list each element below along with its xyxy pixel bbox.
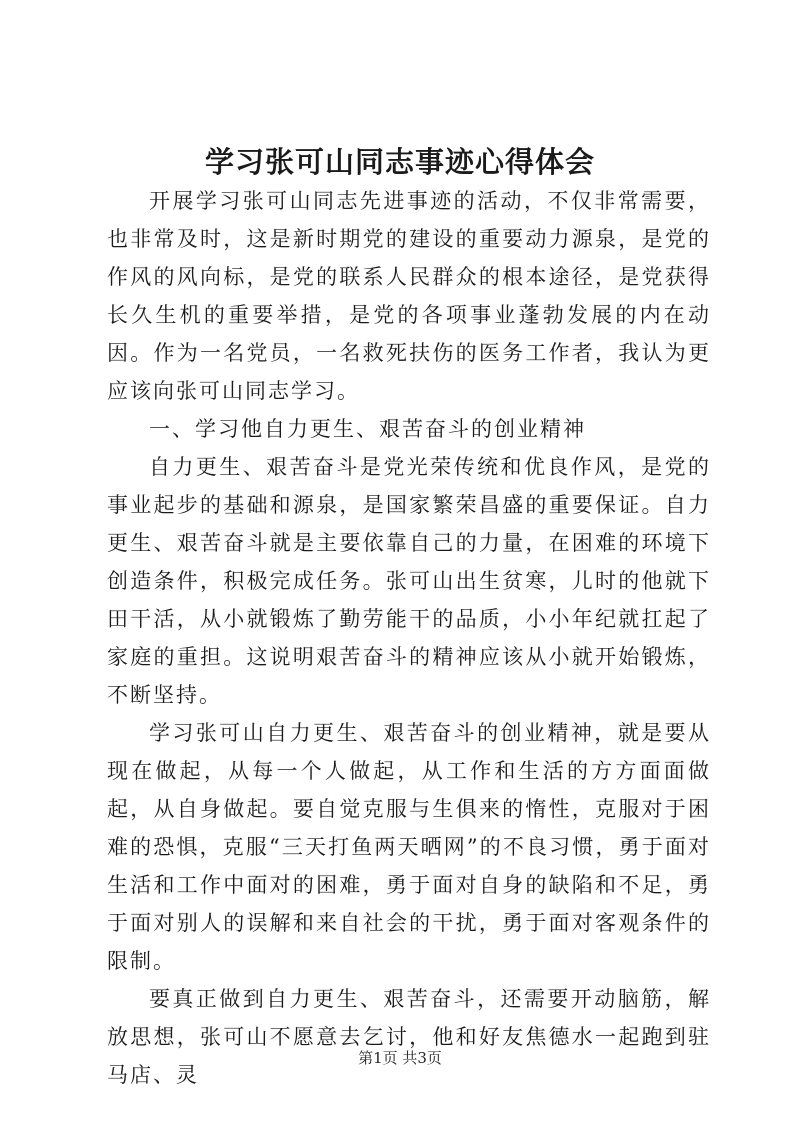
paragraph-open-mind: 要真正做到自力更生、艰苦奋斗，还需要开动脑筋，解放思想，张可山不愿意去乞讨，他和好友焦德水一起跑到驻马店、灵	[107, 987, 711, 1087]
paragraph-start-now: 学习张可山自力更生、艰苦奋斗的创业精神，就是要从现在做起，从每一个人做起，从工作和生活的方方面面做起，从自身做起。要自觉克服与生俱来的惰性，克服对于困难的恐惧，克服“三天打鱼两天晒网”的不良习惯，勇于面对生活和工作中面对的困难，勇于面对自身的缺陷和不足，勇于面对别人的误解和来自社会的干扰，勇于面对客观条件的限制。	[107, 721, 711, 973]
section-heading: 一、学习他自力更生、艰苦奋斗的创业精神	[149, 417, 586, 441]
document-title: 学习张可山同志事迹心得体会	[204, 145, 595, 179]
page-footer: 第1页 共3页	[358, 1049, 442, 1067]
paragraph-intro: 开展学习张可山同志先进事迹的活动，不仅非常需要，也非常及时，这是新时期党的建设的重要动力源泉，是党的作风的风向标，是党的联系人民群众的根本途径，是党获得长久生机的重要举措，是党的各项事业蓬勃发展的内在动因。作为一名党员，一名救死扶伤的医务工作者，我认为更应该向张可山同志学习。	[107, 189, 711, 403]
document-body	[107, 182, 711, 1094]
paragraph-self-reliance: 自力更生、艰苦奋斗是党光荣传统和优良作风，是党的事业起步的基础和源泉，是国家繁荣昌盛的重要保证。自力更生、艰苦奋斗就是主要依靠自己的力量，在困难的环境下创造条件，积极完成任务。张可山出生贫寒，儿时的他就下田干活，从小就锻炼了勤劳能干的品质，小小年纪就扛起了家庭的重担。这说明艰苦奋斗的精神应该从小就开始锻炼，不断坚持。	[107, 455, 711, 707]
